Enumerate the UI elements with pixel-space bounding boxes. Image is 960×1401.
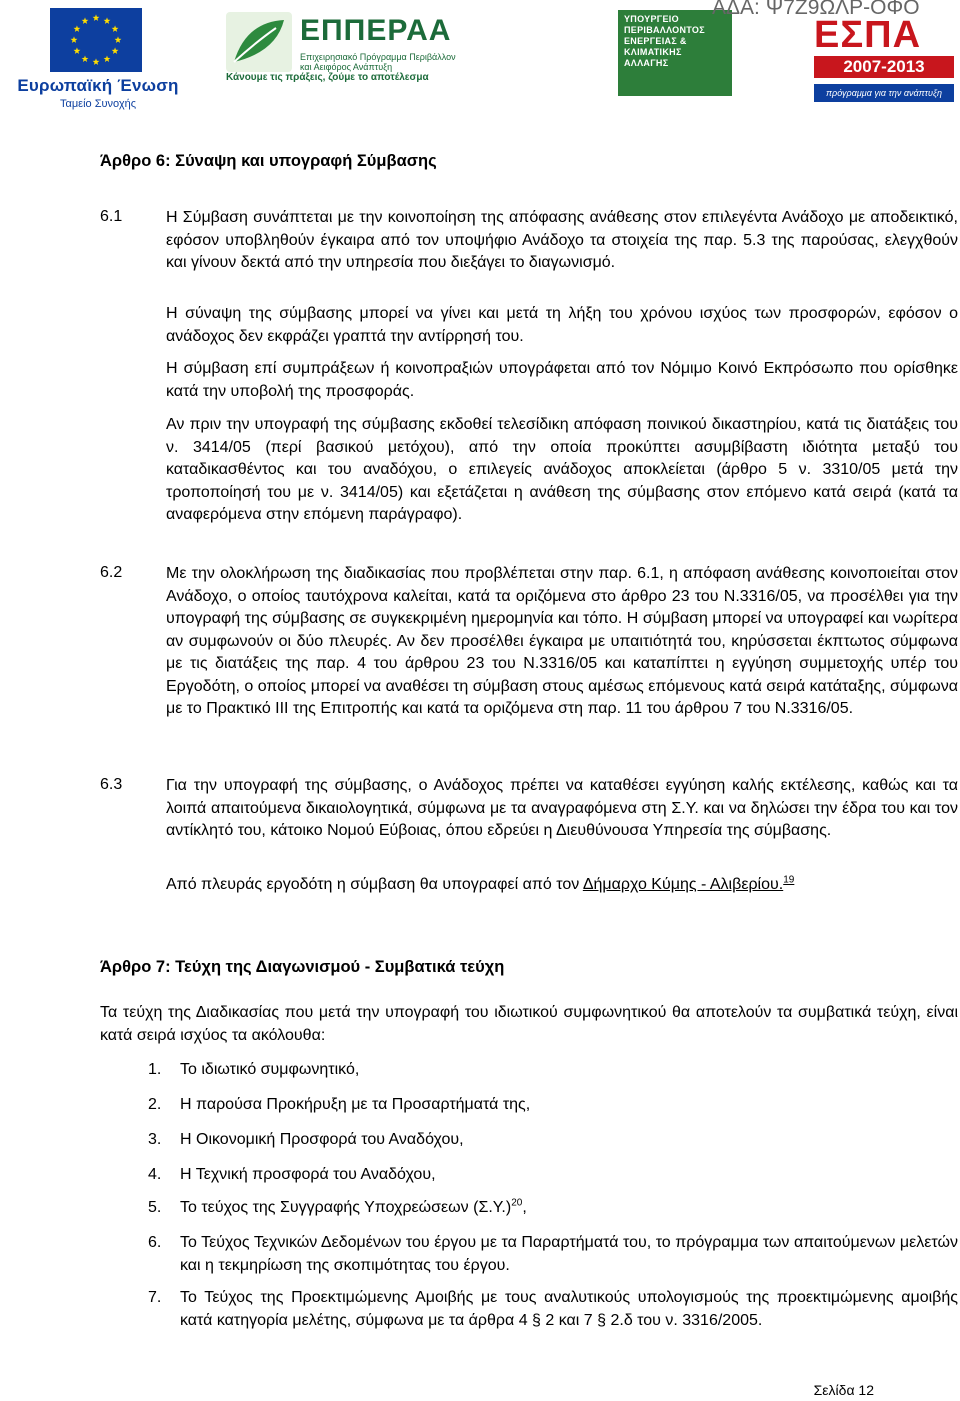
list-number: 3. <box>148 1131 162 1148</box>
signatory-prefix: Από πλευράς εργοδότη η σύμβαση θα υπογραφεί από τον <box>166 876 583 893</box>
list-number: 1. <box>148 1061 162 1078</box>
list-suffix: , <box>522 1199 527 1216</box>
list-text: Η Οικονομική Προσφορά του Αναδόχου, <box>180 1131 464 1148</box>
ministry-line: ΠΕΡΙΒΑΛΛΟΝΤΟΣ <box>624 25 705 35</box>
list-text: Η Τεχνική προσφορά του Αναδόχου, <box>180 1166 436 1183</box>
page-number: Σελίδα 12 <box>813 1382 874 1398</box>
eu-logo-title: Ευρωπαϊκή Ένωση <box>17 76 179 95</box>
section-number: 6.3 <box>100 776 123 793</box>
paragraph-6-1-c: Η σύμβαση επί συμπράξεων ή κοινοπραξιών υπογράφεται από τον Νόμιμο Κοινό Εκπρόσωπο που ορίσθηκε κατά την υποβολή της προσφοράς. <box>166 360 958 400</box>
epperaa-leaf-icon <box>226 12 292 72</box>
espa-title: ΕΣΠΑ <box>814 14 922 56</box>
footnote-ref[interactable]: 20 <box>511 1197 523 1209</box>
list-number: 4. <box>148 1166 162 1183</box>
epperaa-title: ΕΠΠΕΡΑΑ <box>300 14 452 47</box>
header-logos <box>0 0 960 115</box>
epperaa-tagline: Κάνουμε τις πράξεις, ζούμε το αποτέλεσμα <box>226 72 429 83</box>
list-text: Το Τεύχος της Προεκτιμώμενης Αμοιβής με τους αναλυτικούς υπολογισμούς της προεκτιμώμενης αμοιβής κατά κατηγορία μελέτης, σύμφωνα με τα άρθρα 4 § 2 και 7 § 2.δ του ν. 3316/2005. <box>180 1289 958 1329</box>
footnote-ref[interactable]: 19 <box>783 874 795 886</box>
ministry-line: ΚΛΙΜΑΤΙΚΗΣ <box>624 47 682 57</box>
ada-code: ΑΔΑ: Ψ7Ζ9ΩΛΡ-ΟΦΟ <box>712 0 920 19</box>
list-item <box>148 1164 958 1187</box>
eu-logo-subtitle: Ταμείο Συνοχής <box>59 98 137 110</box>
list-item <box>148 1094 958 1117</box>
list-text: Το Τεύχος Τεχνικών Δεδομένων του έργου με τα Παραρτήματά του, το πρόγραμμα των απαιτούμενων μελετών και η τεκμηρίωση της σκοπιμότητας του έργου. <box>180 1234 958 1274</box>
paragraph-6-3-signatory <box>166 874 958 897</box>
list-number: 5. <box>148 1199 162 1216</box>
ministry-logo <box>618 10 732 96</box>
espa-logo <box>808 12 958 106</box>
list-text: Το ιδιωτικό συμφωνητικό, <box>180 1061 360 1078</box>
espa-subtitle: πρόγραμμα για την ανάπτυξη <box>814 84 954 102</box>
list-item <box>148 1197 958 1220</box>
paragraph-6-2: Με την ολοκλήρωση της διαδικασίας που προβλέπεται στην παρ. 6.1, η απόφαση ανάθεσης κοινοποιείται στον Ανάδοχο, ο οποίος ταυτόχρονα καλείται, κατά τα οριζόμενα στο άρθρο 23 του Ν.3316/05, να προσέλθει για την υπογραφή της σύμβασης σε συγκεκριμένη ημερομηνία και τόπο. Η σύμβαση μπορεί να υπογραφεί και νωρίτερα αν συμφωνούν οι δύο πλευρές. Αν δεν προσέλθει έγκαιρα με υπαιτιότητά του, κηρύσσεται έκπτωτος σύμφωνα με τις διατάξεις της παρ. 4 του άρθρου 23 του Ν.3316/05 και καταπίπτει η εγγύηση συμμετοχής υπέρ του Εργοδότη, ο οποίος μπορεί να αναθέσει τη σύμβαση στους αμέσως επόμενους κατά σειρά κατάταξης, σύμφωνα με το Πρακτικό ΙΙΙ της Επιτροπής και κατά τα οριζόμενα στη παρ. 11 του άρθρου 7 του Ν.3316/05. <box>166 565 958 717</box>
list-number: 2. <box>148 1096 162 1113</box>
signatory-name: Δήμαρχο Κύμης - Αλιβερίου. <box>582 876 784 893</box>
list-item <box>148 1059 958 1082</box>
ministry-line: ΕΝΕΡΓΕΙΑΣ & <box>624 36 687 46</box>
list-text: Το τεύχος της Συγγραφής Υποχρεώσεων (Σ.Υ.) <box>180 1199 512 1216</box>
list-number: 7. <box>148 1289 162 1306</box>
ministry-line: ΥΠΟΥΡΓΕΙΟ <box>624 14 679 24</box>
article-7-intro: Τα τεύχη της Διαδικασίας που μετά την υπογραφή του ιδιωτικού συμφωνητικού θα αποτελούν τα συμβατικά τεύχη, είναι κατά σειρά ισχύος τα ακόλουθα: <box>100 1004 958 1044</box>
epperaa-logo <box>222 8 462 108</box>
espa-years: 2007-2013 <box>814 56 954 78</box>
ministry-line: ΑΛΛΑΓΗΣ <box>624 58 669 68</box>
eu-logo <box>8 6 188 110</box>
article-7-heading: Άρθρο 7: Τεύχη της Διαγωνισμού - Συμβατικά τεύχη <box>100 958 505 976</box>
paragraph-6-1-b: Η σύναψη της σύμβασης μπορεί να γίνει και μετά τη λήξη του χρόνου ισχύος των προσφορών, εφόσον ο ανάδοχος δεν εκφράζει γραπτά την αντίρρησή του. <box>166 305 958 345</box>
paragraph-6-3: Για την υπογραφή της σύμβασης, ο Ανάδοχος πρέπει να καταθέσει εγγύηση καλής εκτέλεσης, καθώς και τα λοιπά απαιτούμενα δικαιολογητικά, σύμφωνα με τα αναγραφόμενα στη Σ.Υ. και να δηλώσει την έδρα του και τον αντίκλητό του, κάτοικο Νομού Εύβοιας, όπου εδρεύει η Διευθύνουσα Υπηρεσία της σύμβασης. <box>166 777 958 839</box>
section-number: 6.2 <box>100 564 123 581</box>
list-number: 6. <box>148 1234 162 1251</box>
list-item <box>148 1287 958 1332</box>
eu-flag-icon <box>50 8 142 72</box>
paragraph-6-1-a: Η Σύμβαση συνάπτεται με την κοινοποίηση της απόφασης ανάθεσης στον επιλεγέντα Ανάδοχο με αποδεικτικό, εφόσον υποβληθούν έγκαιρα από τον υποψήφιο Ανάδοχο τα στοιχεία της παρ. 5.3 της παρούσας, ελεγχθούν και γίνουν δεκτά από την υπηρεσία που διεξάγει το διαγωνισμό. <box>166 209 958 271</box>
section-number: 6.1 <box>100 208 123 225</box>
article-6-heading: Άρθρο 6: Σύναψη και υπογραφή Σύμβασης <box>100 152 437 170</box>
epperaa-subtitle: Επιχειρησιακό Πρόγραμμα Περιβάλλον και Αειφόρος Ανάπτυξη <box>300 52 456 72</box>
list-item <box>148 1232 958 1277</box>
list-text: Η παρούσα Προκήρυξη με τα Προσαρτήματά της, <box>180 1096 531 1113</box>
paragraph-6-1-d: Αν πριν την υπογραφή της σύμβασης εκδοθεί τελεσίδικη απόφαση ποινικού δικαστηρίου, κατά τις διατάξεις του ν. 3414/05 (περί βασικού μετόχου), από την οποία προκύπτει ασυμβίβαστη ιδιότητα μεταξύ του καταδικασθέντος και του αναδόχου, ο επιλεγείς ανάδοχος αποκλείεται (άρθρο 5 ν. 3310/05 μετά την τροποποίησή του με ν. 3414/05) και εξετάζεται η ανάθεση της σύμβασης στον επόμενο κατά σειρά (κατά τα αναφερόμενα στην επόμενη παράγραφο). <box>166 416 958 523</box>
list-item <box>148 1129 958 1152</box>
